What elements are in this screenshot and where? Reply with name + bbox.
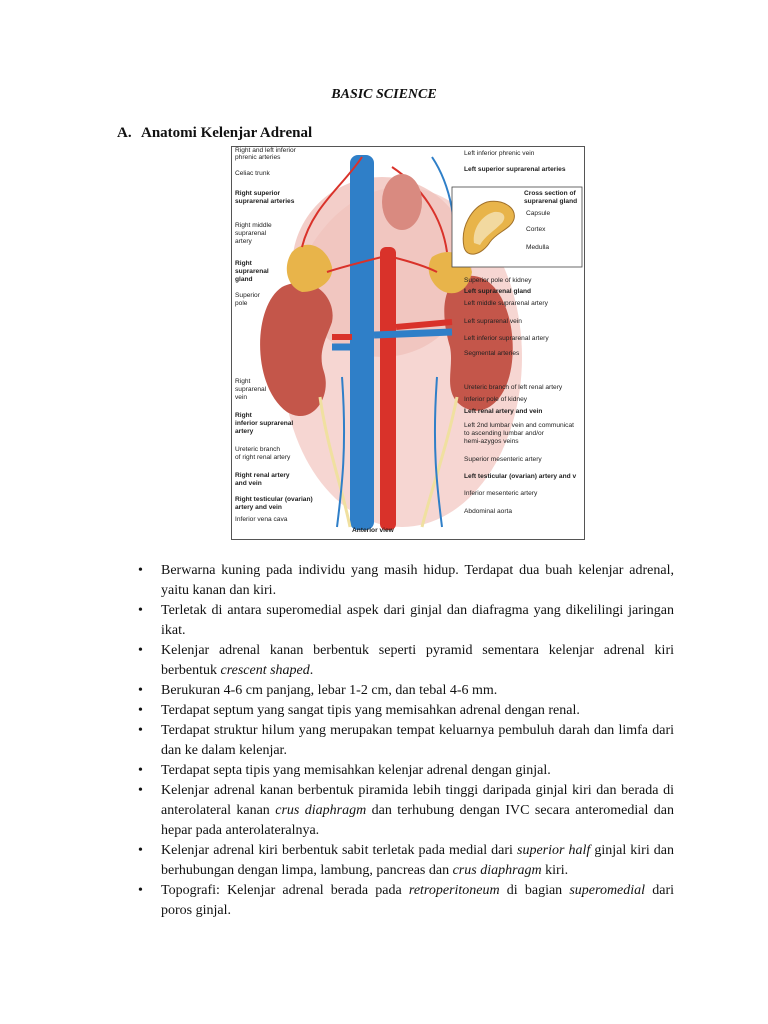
figure-label-right: Segmental arteries [464, 350, 520, 357]
figure-label-left: Ureteric branch [235, 446, 281, 453]
figure-label-left: Celiac trunk [235, 170, 270, 177]
figure-label-left: gland [235, 276, 253, 283]
bullet-dot: • [138, 683, 143, 698]
inset-title: Cross section of [524, 190, 576, 197]
bullet-text: kiri. [541, 863, 569, 878]
bullet-text: Kelenjar adrenal kanan berbentuk piramida lebih tinggi daripada ginjal kiri dan berada di anterolateral kanan [161, 783, 674, 818]
figure-label-right: hemi-azygos veins [464, 438, 519, 445]
left-renal-vein [374, 332, 452, 335]
figure-label-left: of right renal artery [235, 454, 291, 461]
bullet-dot: • [138, 783, 143, 798]
figure-label-left: artery and vein [235, 504, 282, 511]
bullet-text: Terdapat septum yang sangat tipis yang memisahkan adrenal dengan renal. [161, 703, 580, 718]
figure-label-left: Right renal artery [235, 472, 290, 479]
figure-label-left: suprarenal arteries [235, 198, 295, 205]
figure-label-left: Inferior vena cava [235, 516, 288, 523]
figure-label-left: artery [235, 428, 254, 435]
bullet-item [138, 761, 674, 781]
figure-label-right: Superior pole of kidney [464, 277, 532, 284]
bullet-dot: • [138, 563, 143, 578]
bullet-item [138, 681, 674, 701]
bullet-text: Berwarna kuning pada individu yang masih hidup. Terdapat dua buah kelenjar adrenal, yaitu kanan dan kiri. [161, 563, 674, 598]
figure-label-right: Left renal artery and vein [464, 408, 543, 415]
inset-label: Cortex [526, 226, 546, 233]
bullet-item [138, 781, 674, 841]
bullet-item [138, 701, 674, 721]
right-kidney [260, 282, 333, 416]
figure-label-left: suprarenal [235, 230, 267, 237]
bullet-item [138, 881, 674, 921]
bullet-text: dari poros ginjal. [161, 883, 675, 918]
bullet-text-italic: crus diaphragm [452, 863, 542, 878]
bullet-item [138, 841, 674, 881]
bullet-text: ginjal kiri dan berhubungan dengan limpa, lambung, pancreas dan [161, 843, 674, 878]
figure-label-left: Right superior [235, 190, 281, 197]
section-number: A. [117, 125, 132, 141]
figure-label-left: Superior [235, 292, 260, 299]
figure-label-left: inferior suprarenal [235, 420, 294, 427]
bullet-text-italic: retroperitoneum [408, 883, 500, 898]
figure-label-left: Right [235, 260, 252, 267]
bullet-list [138, 561, 674, 921]
figure-label-right: Left testicular (ovarian) artery and v [464, 473, 577, 480]
figure-label-left: Right [235, 412, 252, 419]
anatomy-illustration [232, 147, 584, 539]
figure-caption: Anterior view [352, 527, 394, 534]
figure-label-left: artery [235, 238, 252, 245]
figure-label-right: Inferior mesenteric artery [464, 490, 538, 497]
figure-label-right: to ascending lumbar and/or [464, 430, 544, 437]
section-heading [117, 125, 312, 142]
figure-label-left: and vein [235, 480, 262, 487]
figure-label-right: Left suprarenal gland [464, 288, 532, 295]
bullet-text: Kelenjar adrenal kiri berbentuk sabit terletak pada medial dari [161, 843, 517, 858]
bullet-text: Topografi: Kelenjar adrenal berada pada [161, 883, 409, 898]
inset-title: suprarenal gland [524, 198, 578, 205]
bullet-dot: • [138, 643, 143, 658]
figure-label-right: Left middle suprarenal artery [464, 300, 548, 307]
figure-label-left: suprarenal [235, 268, 269, 275]
bullet-text: Terletak di antara superomedial aspek dari ginjal dan diafragma yang dikelilingi jaringan ikat. [161, 603, 674, 638]
inset-label: Capsule [526, 210, 551, 217]
figure-label-right: Abdominal aorta [464, 508, 513, 515]
figure-label-right: Superior mesenteric artery [464, 456, 542, 463]
figure-label-right: Inferior pole of kidney [464, 396, 528, 403]
figure-label-right: Left suprarenal vein [464, 318, 522, 325]
bullet-text-italic: superomedial [569, 883, 646, 898]
bullet-text-italic: superior half [517, 843, 591, 858]
figure-label-left: vein [235, 394, 248, 401]
figure-label-left: Right [235, 378, 251, 385]
document-title: BASIC SCIENCE [331, 87, 437, 102]
bullet-text: Berukuran 4-6 cm panjang, lebar 1-2 cm, dan tebal 4-6 mm. [161, 683, 498, 698]
section-title: Anatomi Kelenjar Adrenal [141, 125, 313, 141]
inset-label: Medulla [526, 244, 550, 251]
bullet-dot: • [138, 703, 143, 718]
bullet-dot: • [138, 843, 143, 858]
bullet-text-italic: crus diaphragm [275, 803, 367, 818]
bullet-text: . [309, 663, 314, 678]
figure-label-right: Left superior suprarenal arteries [464, 166, 566, 173]
bullet-dot: • [138, 603, 143, 618]
figure-label-left: pole [235, 300, 248, 307]
inferior-vena-cava [350, 155, 374, 530]
figure-label-right: Left inferior suprarenal artery [464, 335, 549, 342]
figure-label-left: phrenic arteries [235, 154, 281, 161]
bullet-text: dan terhubung dengan IVC secara anteromedial dan hepar pada anterolateralnya. [161, 803, 674, 838]
bullet-dot: • [138, 763, 143, 778]
figure-label-left: suprarenal [235, 386, 267, 393]
bullet-dot: • [138, 883, 143, 898]
figure-label-left: Right middle [235, 222, 272, 229]
bullet-item [138, 641, 674, 681]
figure-label-left: Right testicular (ovarian) [235, 496, 313, 503]
figure-label-left: Right and left inferior [235, 147, 296, 154]
figure-label-right: Left inferior phrenic vein [464, 150, 535, 157]
figure-label-right: Left 2nd lumbar vein and communicat [464, 422, 574, 429]
bullet-text: Terdapat septa tipis yang memisahkan kelenjar adrenal dengan ginjal. [161, 763, 551, 778]
bullet-text: Kelenjar adrenal kanan berbentuk seperti pyramid sementara kelenjar adrenal kiri berbentuk [161, 643, 674, 678]
bullet-item [138, 561, 674, 601]
bullet-text: di bagian [499, 883, 570, 898]
figure-label-right: Ureteric branch of left renal artery [464, 384, 563, 391]
bullet-text-italic: crescent shaped [220, 663, 310, 678]
bullet-text: Terdapat struktur hilum yang merupakan tempat keluarnya pembuluh darah dan limfa dari dan ke dalam kelenjar. [161, 723, 674, 758]
bullet-item [138, 601, 674, 641]
adrenal-anatomy-figure [231, 146, 585, 540]
abdominal-aorta [380, 247, 396, 530]
bullet-item [138, 721, 674, 761]
bullet-dot: • [138, 723, 143, 738]
esophagus [382, 174, 422, 230]
